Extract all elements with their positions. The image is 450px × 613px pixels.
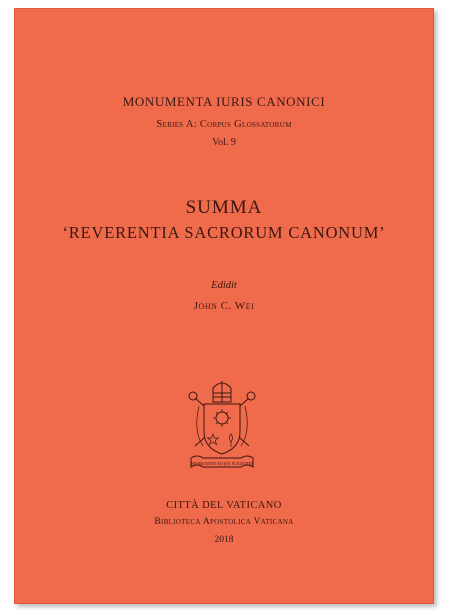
edidit-label: Edidit (211, 280, 237, 291)
book-cover (14, 8, 434, 604)
publication-year: 2018 (214, 535, 234, 545)
volume-number: Vol. 9 (212, 137, 236, 148)
publication-place: CITTÀ DEL VATICANO (166, 500, 282, 511)
editor-name: John C. Wei (193, 300, 255, 312)
book-title-line-1: SUMMA (185, 197, 263, 218)
publisher-name: Biblioteca Apostolica Vaticana (154, 517, 294, 527)
series-title: MONUMENTA IURIS CANONICI (122, 94, 326, 109)
papal-coat-of-arms-icon (183, 376, 261, 476)
book-title-line-2: ‘REVERENTIA SACRORUM CANONUM’ (62, 223, 386, 242)
series-line: Series A: Corpus Glossatorum (156, 119, 292, 130)
emblem-motto: MISERANDO ATQUE ELIGENDO (191, 461, 253, 466)
